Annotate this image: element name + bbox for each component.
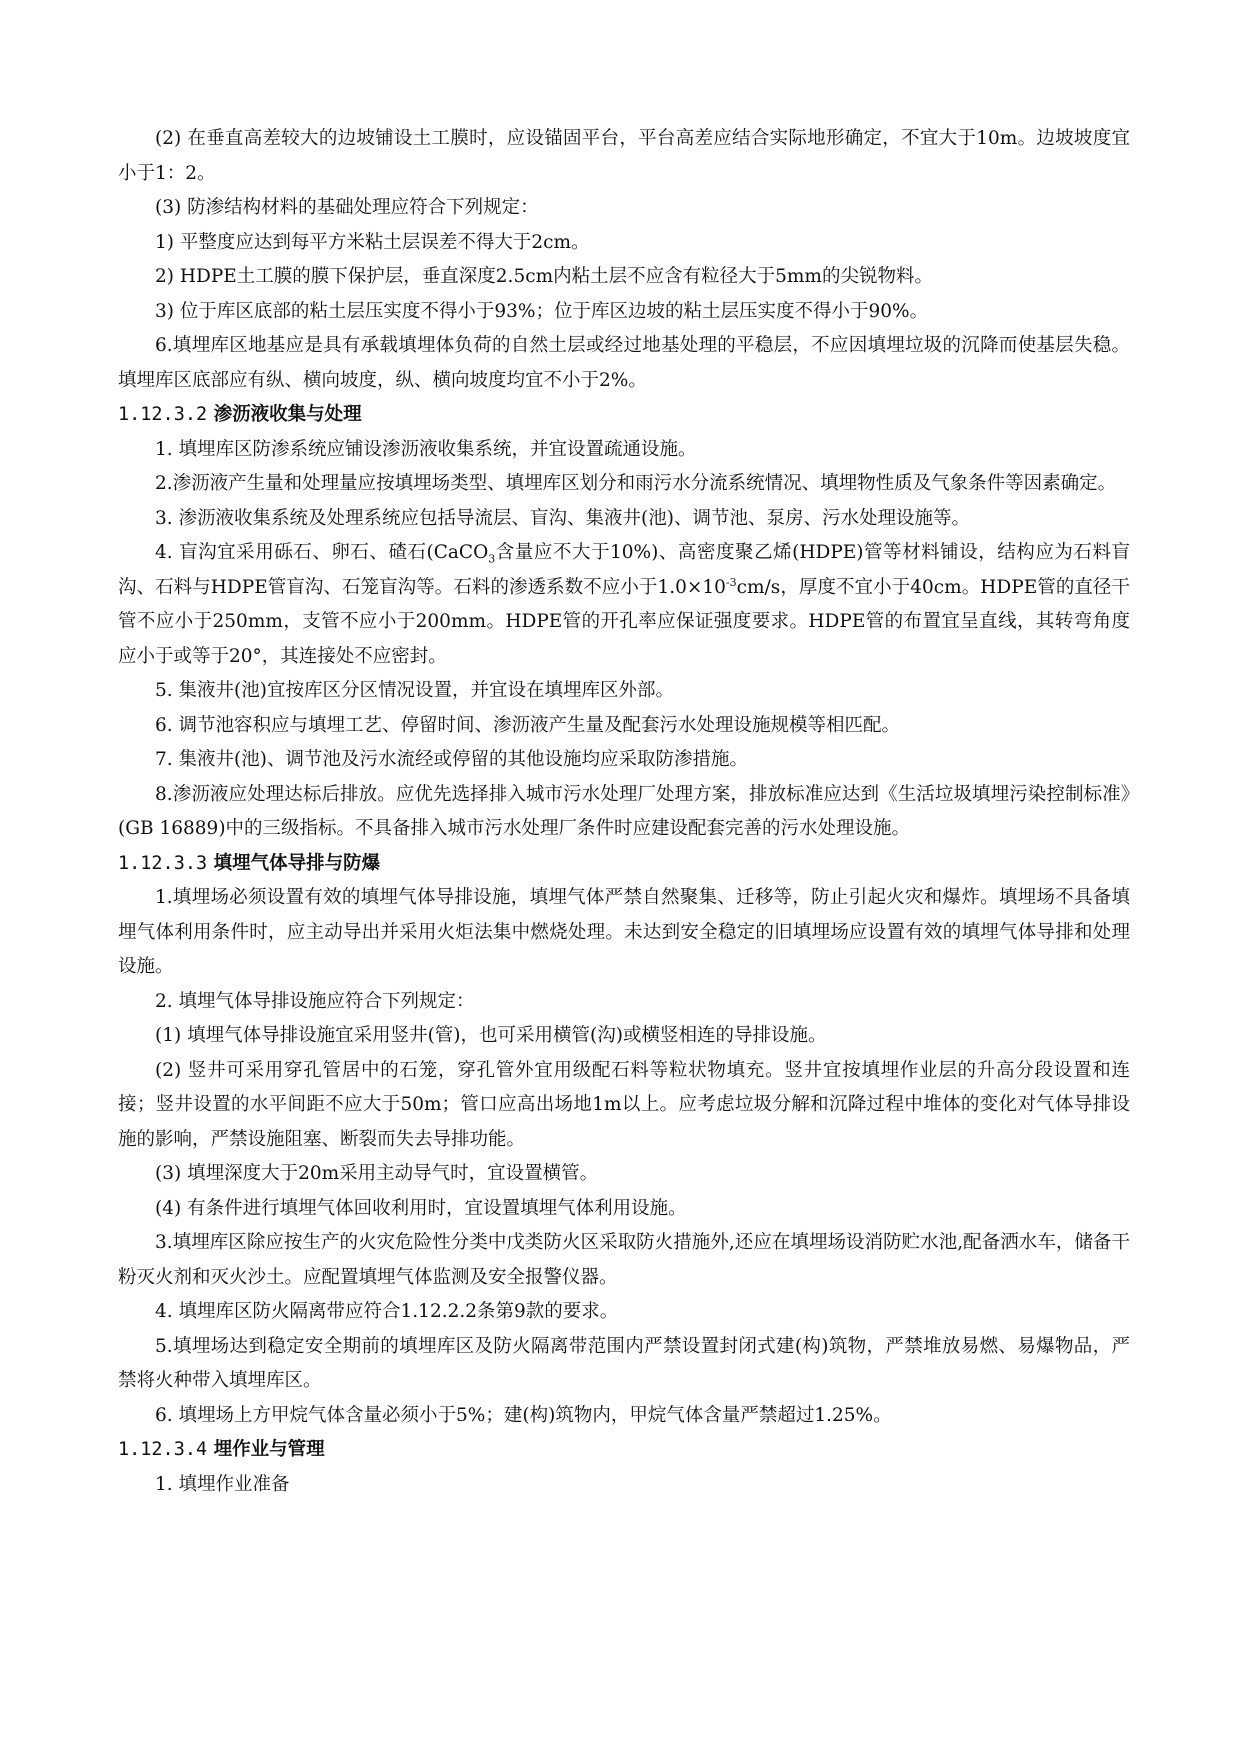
paragraph: 1. 填埋作业准备: [155, 1473, 290, 1495]
paragraph: 7. 集液井(池)、调节池及污水流经或停留的其他设施均应采取防渗措施。: [155, 749, 748, 770]
paragraph: 6. 调节池容积应与填埋工艺、停留时间、渗沥液产生量及配套污水处理设施规模等相匹配。: [155, 714, 901, 736]
superscript: -3: [725, 575, 737, 589]
paragraph: 3. 渗沥液收集系统及处理系统应包括导流层、盲沟、集液井(池)、调节池、泵房、污水处理设施等。: [155, 507, 970, 529]
list-item: 2) HDPE土工膜的膜下保护层，垂直深度2.5cm内粘土层不应含有粒径大于5mm的尖锐物料。: [155, 266, 933, 287]
section-title: 填埋气体导排与防爆: [213, 852, 381, 874]
section-title: 渗沥液收集与处理: [213, 404, 362, 425]
subscript: 3: [488, 552, 496, 566]
paragraph-blind-ditch: [118, 536, 1130, 674]
text-run: cm/s，厚度不宜小于40cm。HDPE管的直径干管不应小于250mm，支管不应小于200mm。HDPE管的开孔率应保证强度要求。HDPE管的布置宜呈直线，其转弯角度应小于或等于20°，其连接处不应密封。: [118, 576, 1130, 667]
list-item: (4) 有条件进行填埋气体回收利用时，宜设置填埋气体利用设施。: [155, 1197, 687, 1219]
section-number: 1.12.3.4: [118, 1439, 208, 1460]
paragraph: (2) 在垂直高差较大的边坡铺设土工膜时，应设锚固平台，平台高差应结合实际地形确定，不宜大于10m。边坡坡度宜小于1：2。: [118, 128, 1130, 184]
text-run: 含量应不大于10%)、高密度聚乙烯(HDPE)管等材料铺设，结构应为石料盲沟、石料与HDPE管盲沟、石笼盲沟等。石料的渗透系数不应小于1.0×10: [118, 542, 1130, 598]
section-heading: [118, 1433, 1130, 1468]
list-item: 3) 位于库区底部的粘土层压实度不得小于93%；位于库区边坡的粘土层压实度不得小于90%。: [155, 300, 929, 322]
list-item: (3) 填埋深度大于20m采用主动导气时，宜设置横管。: [155, 1163, 599, 1184]
list-item: (1) 填埋气体导排设施宜采用竖井(管)，也可采用横管(沟)或横竖相连的导排设施。: [155, 1025, 827, 1046]
section-heading: [118, 847, 1130, 882]
paragraph: 2. 填埋气体导排设施应符合下列规定：: [155, 990, 475, 1012]
section-heading: [118, 398, 1130, 433]
section-number: 1.12.3.2: [118, 404, 208, 425]
list-item: (2) 竖井可采用穿孔管居中的石笼，穿孔管外宜用级配石料等粒状物填充。竖井宜按填埋作业层的升高分段设置和连接；竖井设置的水平间距不应大于50m；管口应高出场地1m以上。应考虑垃圾分解和沉降过程中堆体的变化对气体导排设施的影响，严禁设施阻塞、断裂而失去导排功能。: [118, 1059, 1130, 1150]
paragraph: 6.填埋库区地基应是具有承载填埋体负荷的自然土层或经过地基处理的平稳层，不应因填埋垃圾的沉降而使基层失稳。填埋库区底部应有纵、横向坡度，纵、横向坡度均宜不小于2%。: [118, 335, 1130, 391]
paragraph: 2.渗沥液产生量和处理量应按填埋场类型、填埋库区划分和雨污水分流系统情况、填埋物性质及气象条件等因素确定。: [155, 473, 1117, 494]
section-title: 埋作业与管理: [213, 1439, 325, 1460]
list-item: 1) 平整度应达到每平方米粘土层误差不得大于2cm。: [155, 231, 590, 253]
paragraph: 1.填埋场必须设置有效的填埋气体导排设施，填埋气体严禁自然聚集、迁移等，防止引起火灾和爆炸。填埋场不具备填埋气体利用条件时，应主动导出并采用火炬法集中燃烧处理。未达到安全稳定的旧填埋场应设置有效的填埋气体导排和处理设施。: [118, 887, 1130, 977]
paragraph: 3.填埋库区除应按生产的火灾危险性分类中戊类防火区采取防火措施外,还应在填埋场设消防贮水池,配备洒水车，储备干粉灭火剂和灭火沙土。应配置填埋气体监测及安全报警仪器。: [118, 1232, 1130, 1288]
section-number: 1.12.3.3: [118, 852, 208, 874]
paragraph: 1. 填埋库区防渗系统应铺设渗沥液收集系统，并宜设置疏通设施。: [155, 438, 697, 460]
paragraph: 5.填埋场达到稳定安全期前的填埋库区及防火隔离带范围内严禁设置封闭式建(构)筑物，严禁堆放易燃、易爆物品，严禁将火种带入填埋库区。: [118, 1335, 1130, 1391]
paragraph: (3) 防渗结构材料的基础处理应符合下列规定：: [155, 197, 539, 218]
paragraph: 5. 集液井(池)宜按库区分区情况设置，并宜设在填埋库区外部。: [155, 680, 674, 701]
text-run: 4. 盲沟宜采用砾石、卵石、碴石(CaCO: [155, 542, 489, 563]
paragraph: 4. 填埋库区防火隔离带应符合1.12.2.2条第9款的要求。: [155, 1301, 619, 1322]
paragraph: 6. 填埋场上方甲烷气体含量必须小于5%；建(构)筑物内，甲烷气体含量严禁超过1.25%。: [155, 1404, 892, 1426]
document-page: [118, 122, 1130, 1502]
paragraph: 8.渗沥液应处理达标后排放。应优先选择排入城市污水处理厂处理方案，排放标准应达到《生活垃圾填埋污染控制标准》(GB 16889)中的三级指标。不具备排入城市污水处理厂条件时应建设配套完善的污水处理设施。: [118, 783, 1130, 839]
